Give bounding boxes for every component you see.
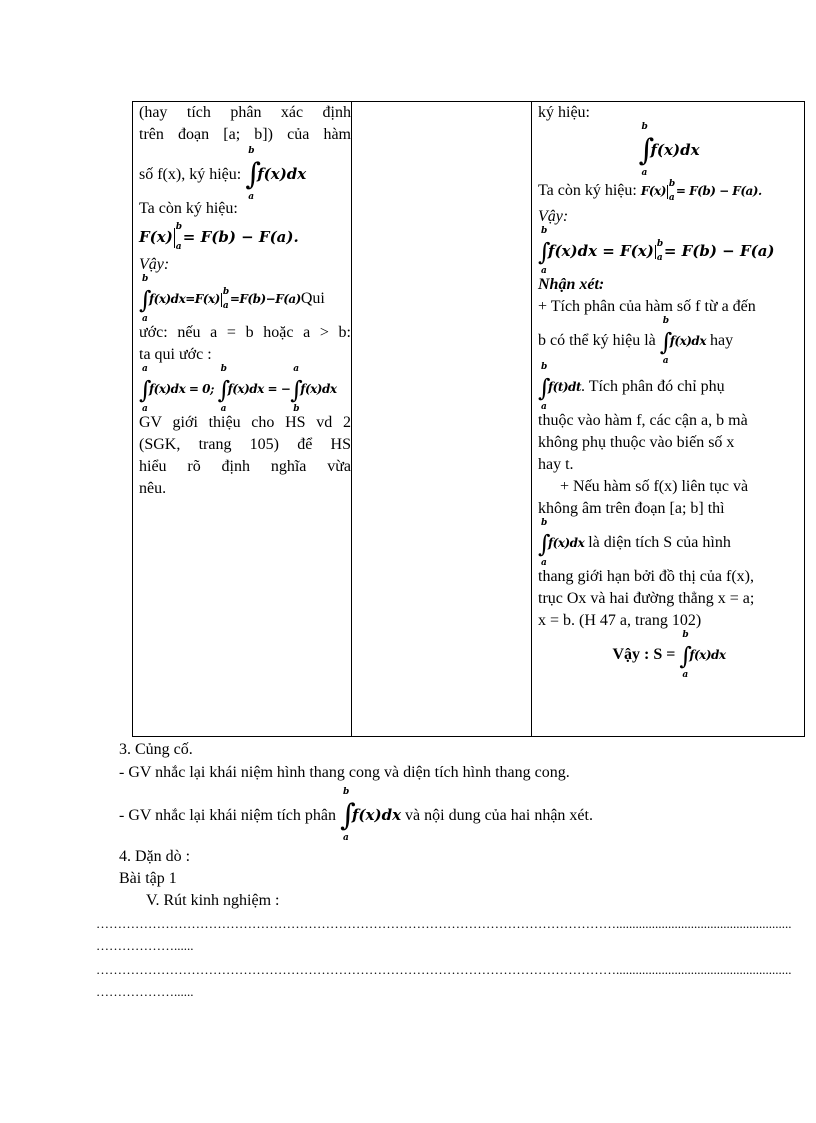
dotted-line: …………………………………………………………………………………………………………...................................................... xyxy=(96,916,792,931)
text-line xyxy=(538,361,800,412)
text-line: hay t. xyxy=(538,456,574,473)
dotted-line: …………………………………………………………………………………………………………...................................................... xyxy=(96,962,792,977)
text-line: ước: nếu a = b hoặc a > b: xyxy=(139,324,351,341)
formula-line xyxy=(139,220,351,254)
text-fragment: . Tích phân đó chỉ phụ xyxy=(581,378,725,395)
section-4-line: Bài tập 1 xyxy=(119,870,177,887)
text-fragment: và nội dung của hai nhận xét. xyxy=(405,807,593,824)
vay-label: Vậy: xyxy=(139,256,170,273)
integral-formula: b ∫ a f(x)dx xyxy=(538,517,585,568)
content-cell xyxy=(538,102,800,678)
text-fragment: b có thể ký hiệu là xyxy=(538,332,656,349)
dotted-line: ………………...... xyxy=(96,984,194,999)
integral-formula: b ∫ a f(x)dx=F(x) b a =F(b)−F(a) xyxy=(139,273,301,324)
formula-line xyxy=(538,228,800,274)
text-line: (hay tích phân xác định xyxy=(139,104,351,121)
text-fragment: là diện tích S của hình xyxy=(588,534,731,551)
integral-formula: b ∫ a f(x)dx xyxy=(659,315,706,366)
text-fragment: Ta còn ký hiệu: xyxy=(538,182,637,199)
text-line: thuộc vào hàm f, các cận a, b mà xyxy=(538,412,748,429)
limit-formula: F(x) b a = F(b) − F(a). xyxy=(139,222,299,252)
text-line: x = b. (H 47 a, trang 102) xyxy=(538,612,702,629)
formula-line xyxy=(538,629,800,680)
lesson-table xyxy=(132,101,805,737)
teacher-activity-cell xyxy=(139,102,351,500)
text-line xyxy=(139,146,351,202)
text-line: không phụ thuộc vào biến số x xyxy=(538,434,735,451)
integral-formula: b ∫ a f(x)dx xyxy=(679,629,726,680)
nhan-xet-heading: Nhận xét: xyxy=(538,276,605,293)
section-3-line: - GV nhắc lại khái niệm hình thang cong và diện tích hình thang cong. xyxy=(119,764,570,781)
integral-formula: b ∫ a f(x)dx xyxy=(638,122,700,178)
section-4-title: 4. Dặn dò : xyxy=(119,848,191,865)
formula-line xyxy=(139,363,351,414)
formula-line xyxy=(139,273,351,324)
text-line: trục Ox và hai đường thẳng x = a; xyxy=(538,590,755,607)
text-fragment: Qui xyxy=(300,290,325,307)
text-fragment: hay xyxy=(709,332,734,349)
text-fragment: - GV nhắc lại khái niệm tích phân xyxy=(119,807,336,824)
vay-label: Vậy: xyxy=(538,208,569,225)
section-5-title: V. Rút kinh nghiệm : xyxy=(146,892,280,909)
text-line: + Tích phân của hàm số f từ a đến xyxy=(538,298,756,315)
integral-formula: b ∫ a f(t)dt xyxy=(538,361,581,412)
text-line: trên đoạn [a; b]) của hàm xyxy=(139,126,351,143)
integral-formula: b ∫ a f(x)dx = F(x) b a = F(b) − F(a) xyxy=(538,226,775,276)
text-fragment: số f(x), ký hiệu: xyxy=(139,166,242,183)
text-line: hiểu rõ định nghĩa vừa xyxy=(139,458,351,475)
text-line xyxy=(538,315,800,366)
section-3-title: 3. Củng cố. xyxy=(119,741,193,758)
text-line: GV giới thiệu cho HS vd 2 xyxy=(139,414,351,431)
text-line: không âm trên đoạn [a; b] thì xyxy=(538,500,725,517)
text-line: + Nếu hàm số f(x) liên tục và xyxy=(560,478,749,495)
section-3-line xyxy=(119,787,593,843)
column-divider xyxy=(531,102,532,736)
text-fragment: Vậy : S = xyxy=(612,646,676,663)
integral-formula: b ∫ a f(x)dx xyxy=(339,787,402,843)
text-line: (SGK, trang 105) để HS xyxy=(139,436,351,453)
formula-line xyxy=(538,124,800,176)
column-divider xyxy=(351,102,352,736)
text-line xyxy=(538,176,800,206)
integral-formula: a ∫ a f(x)dx = 0; b ∫ a f(x)dx = − a ∫ b f(x)dx xyxy=(139,363,337,414)
text-line xyxy=(538,517,800,568)
text-line: nêu. xyxy=(139,480,167,497)
text-line: ký hiệu: xyxy=(538,104,590,121)
text-line: Ta còn ký hiệu: xyxy=(139,200,238,217)
text-line: ta qui ước : xyxy=(139,346,212,363)
limit-formula: F(x) b a = F(b) − F(a). xyxy=(640,178,762,203)
integral-formula: b ∫ a f(x)dx xyxy=(245,146,307,202)
text-line: thang giới hạn bởi đồ thị của f(x), xyxy=(538,568,754,585)
dotted-line: ………………...... xyxy=(96,938,194,953)
